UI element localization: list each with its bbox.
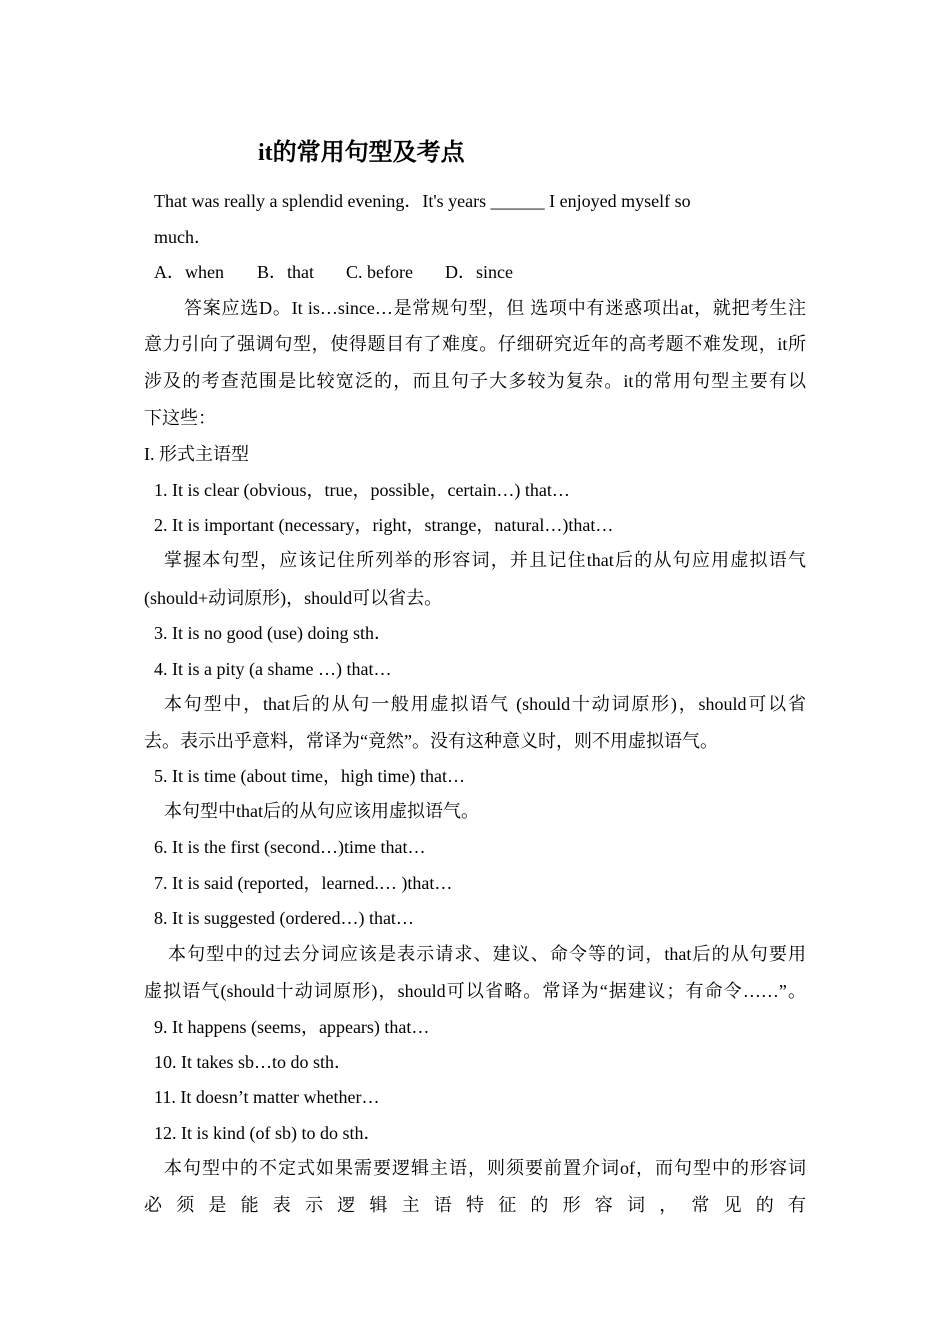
list-item: 1. It is clear (obvious，true，possible，certain…) that… — [154, 480, 570, 500]
note-line: (should+动词原形)，should可以省去。 — [144, 588, 443, 608]
list-item: 6. It is the first (second…)time that… — [154, 837, 426, 857]
option-d: D．since — [445, 262, 513, 282]
section-heading: I. 形式主语型 — [144, 444, 249, 464]
answer-line-1: 答案应选D。It is…since…是常规句型，但 选项中有迷惑项出at，就把考生注 — [184, 298, 806, 318]
note-line: 必 须 是 能 表 示 逻 辑 主 语 特 征 的 形 容 词 ， 常 见 的 有 — [144, 1195, 806, 1215]
note-line: 本句型中that后的从句应该用虚拟语气。 — [164, 801, 479, 821]
note-line: 本句型中，that后的从句一般用虚拟语气 (should十动词原形)，should可以省 — [164, 694, 806, 714]
list-item: 11. It doesn’t matter whether… — [154, 1087, 380, 1107]
list-item: 3. It is no good (use) doing sth． — [154, 623, 392, 643]
note-line: 虚拟语气(should十动词原形)，should可以省略。常译为“据建议；有命令……”。 — [144, 981, 806, 1001]
list-item: 5. It is time (about time，high time) that… — [154, 766, 465, 786]
note-line: 本句型中的过去分词应该是表示请求、建议、命令等的词，that后的从句要用 — [168, 944, 806, 964]
note-line: 去。表示出乎意料，常译为“竟然”。没有这种意义时，则不用虚拟语气。 — [144, 731, 718, 751]
list-item: 4. It is a pity (a shame …) that… — [154, 659, 392, 679]
option-a: A．when — [154, 262, 224, 282]
note-line: 本句型中的不定式如果需要逻辑主语，则须要前置介词of，而句型中的形容词 — [164, 1158, 806, 1178]
question-line-1: That was really a splendid evening．It's years ______ I enjoyed myself so — [154, 191, 691, 211]
list-item: 8. It is suggested (ordered…) that… — [154, 908, 414, 928]
page-title: it的常用句型及考点 — [258, 140, 465, 166]
list-item: 10. It takes sb…to do sth． — [154, 1052, 352, 1072]
list-item: 2. It is important (necessary，right，strange，natural…)that… — [154, 515, 614, 535]
answer-options — [154, 260, 513, 284]
option-c: C. before — [346, 262, 413, 282]
answer-line-3: 涉及的考查范围是比较宽泛的，而且句子大多较为复杂。it的常用句型主要有以 — [144, 371, 806, 391]
option-b: B．that — [257, 262, 314, 282]
note-line: 掌握本句型，应该记住所列举的形容词，并且记住that后的从句应用虚拟语气 — [164, 550, 806, 570]
answer-line-4: 下这些： — [144, 408, 216, 428]
question-line-2: much． — [154, 227, 212, 247]
list-item: 7. It is said (reported，learned.… )that… — [154, 873, 453, 893]
list-item: 9. It happens (seems，appears) that… — [154, 1017, 430, 1037]
answer-line-2: 意力引向了强调句型，使得题目有了难度。仔细研究近年的高考题不难发现，it所 — [144, 334, 806, 354]
list-item: 12. It is kind (of sb) to do sth． — [154, 1123, 382, 1143]
